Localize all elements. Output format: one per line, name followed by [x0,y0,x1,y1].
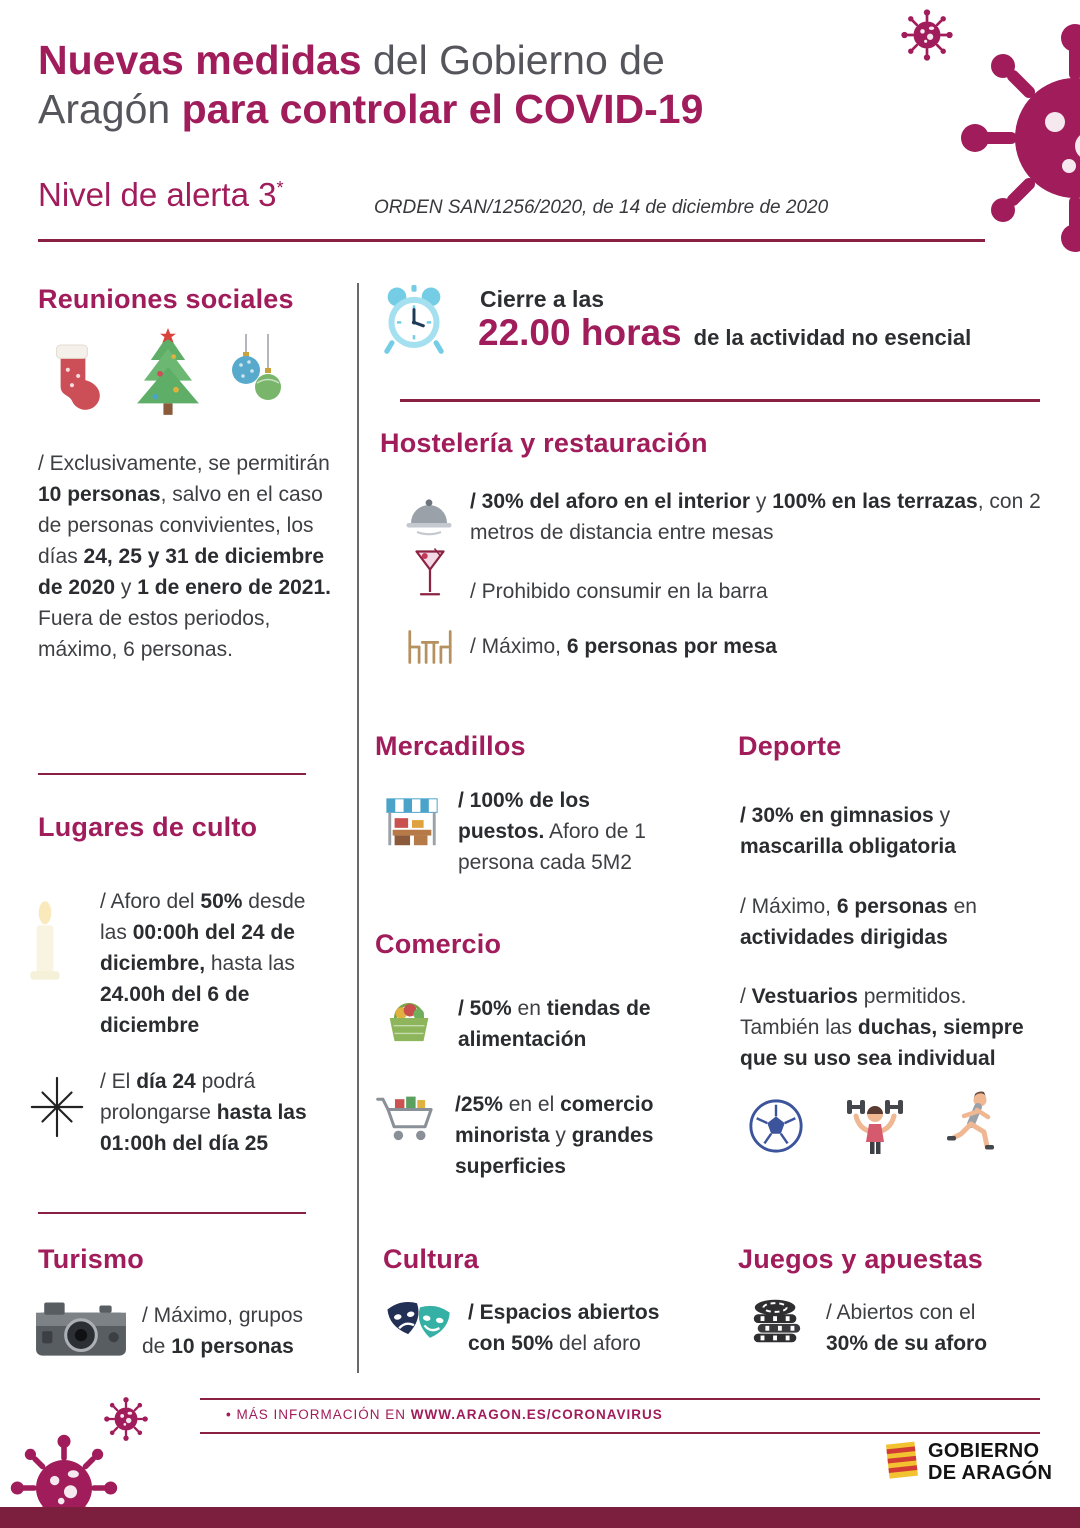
shopping-cart-icon [376,1086,438,1152]
column-divider [357,283,359,1373]
christmas-tree-icon [128,328,208,424]
curfew-time: 22.00 horas [478,312,682,353]
curfew-scope: de la actividad no esencial [693,325,972,350]
runner-icon [941,1090,1005,1154]
culto-item-2: / El día 24 podrá prolongarse hasta las 01:00h del día 25 [100,1070,307,1156]
section-title-culto: Lugares de culto [38,812,258,842]
section-title-mercadillos: Mercadillos [375,731,526,761]
deporte-item-3: / Vestuarios permitidos. También las duchas, siempre que su uso sea individual [740,985,1024,1071]
stocking-icon [40,336,106,420]
star-icon [26,1076,88,1138]
cocktail-icon [412,546,448,602]
soccer-ball-icon [747,1097,805,1155]
section-title-cultura: Cultura [383,1244,479,1274]
header-divider [38,239,985,242]
alarm-clock-icon [380,281,448,357]
logo-line-2: DE ARAGÓN [928,1461,1053,1484]
hosteleria-item-3: / Máximo, 6 personas por mesa [470,635,777,658]
curfew-intro: Cierre a las [480,286,605,312]
comercio-item-2: /25% en el comercio minorista y grandes superficies [455,1093,654,1179]
virus-icon [955,18,1080,258]
footer-divider-bottom [200,1432,1040,1434]
camera-icon [34,1296,128,1360]
hosteleria-item-1: / 30% del aforo en el interior y 100% en las terrazas, con 2 metros de distancia entre mesas [470,490,1041,545]
section-title-deporte: Deporte [738,731,842,761]
order-reference: ORDEN SAN/1256/2020, de 14 de diciembre de 2020 [374,197,829,218]
candle-icon [22,898,68,986]
virus-icon [900,8,954,62]
logo-line-1: GOBIERNO [928,1440,1040,1462]
hosteleria-item-2: / Prohibido consumir en la barra [470,580,768,603]
reuniones-body: / Exclusivamente, se permitirán 10 personas, salvo en el caso de personas convivientes, los días 24, 25 y 31 de diciembre de 2020 y 1 de enero de 2021. Fuera de estos periodos, máximo, 6 personas. [38,452,332,662]
section-title-reuniones: Reuniones sociales [38,284,294,314]
alert-asterisk: * [276,178,284,198]
weights-icon [843,1092,907,1156]
deporte-item-1: / 30% en gimnasios y mascarilla obligatoria [740,804,956,859]
market-stall-icon [383,793,441,853]
poker-chips-icon [748,1294,806,1350]
section-title-juegos: Juegos y apuestas [738,1244,984,1274]
government-logo [928,1441,1052,1484]
grocery-basket-icon [380,988,438,1046]
culto-item-1: / Aforo del 50% desde las 00:00h del 24 de diciembre, hasta las 24.00h del 6 de diciembre [100,890,306,1038]
juegos-body: / Abiertos con el 30% de su aforo [826,1301,988,1356]
footer-divider-top [200,1398,1040,1400]
alert-level-text: Nivel de alerta 3 [38,176,277,213]
curfew-divider [400,399,1040,402]
left-divider-2 [38,1212,306,1214]
page-title: Nuevas medidas del Gobierno de Aragón para controlar el COVID-19 [38,37,704,133]
cloche-icon [402,492,456,536]
cultura-body: / Espacios abiertos con 50% del aforo [468,1301,660,1356]
theater-masks-icon [385,1294,453,1352]
aragon-flag-icon [884,1439,922,1483]
left-divider-1 [38,773,306,775]
bottom-bar [0,1507,1080,1528]
mercadillos-body: / 100% de los puestos. Aforo de 1 persona cada 5M2 [458,789,646,875]
baubles-icon [224,330,288,422]
section-title-comercio: Comercio [375,929,502,959]
section-title-turismo: Turismo [38,1244,144,1274]
section-title-hosteleria: Hostelería y restauración [380,428,708,458]
curfew-line [478,312,971,354]
turismo-body: / Máximo, grupos de 10 personas [142,1304,304,1359]
deporte-item-2: / Máximo, 6 personas en actividades dirigidas [740,895,977,950]
footer-info: • MÁS INFORMACIÓN EN WWW.ARAGON.ES/CORONAVIRUS [226,1407,663,1422]
alert-level [38,176,284,214]
comercio-item-1: / 50% en tiendas de alimentación [458,997,651,1052]
table-chairs-icon [402,626,458,668]
